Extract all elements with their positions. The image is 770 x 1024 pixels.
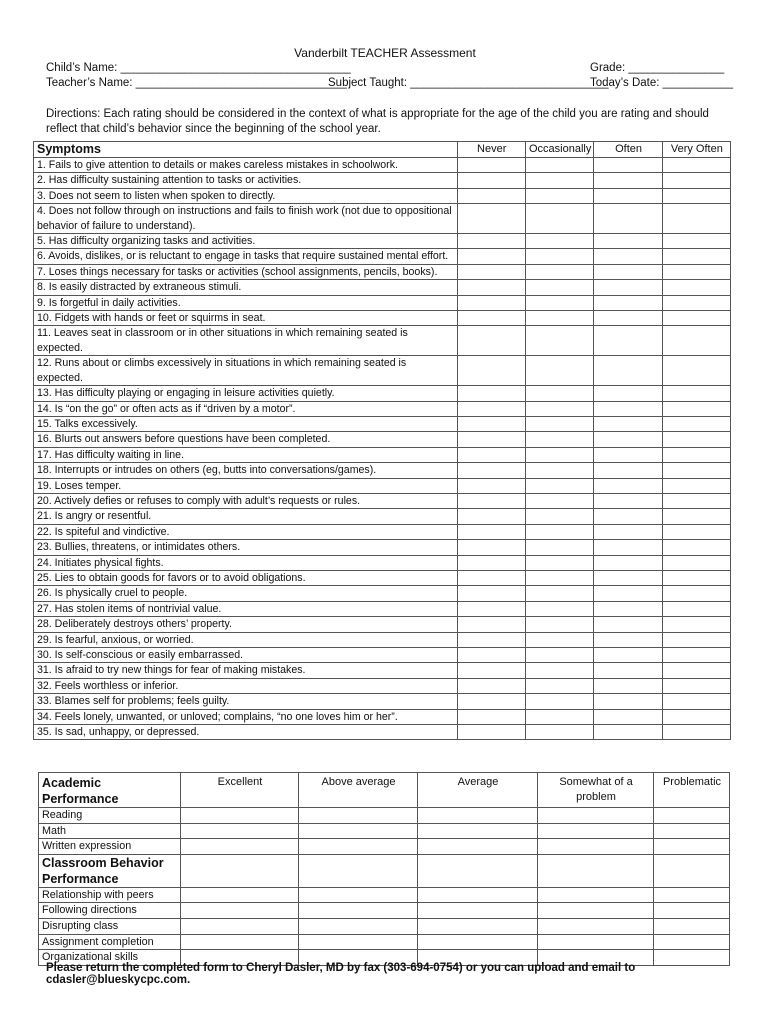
- rating-cell-very-often[interactable]: [662, 648, 730, 663]
- rating-cell-often[interactable]: [594, 725, 662, 740]
- rating-cell-occasionally[interactable]: [525, 249, 594, 264]
- symptom-label: 33. Blames self for problems; feels guilty.: [34, 694, 458, 709]
- rating-cell-often[interactable]: [594, 386, 662, 401]
- child-name-field[interactable]: Child’s Name: ____________________________________: [46, 62, 351, 74]
- rating-header-very-often: Very Often: [662, 142, 730, 158]
- section-empty-cell: [538, 854, 654, 887]
- behavior-item-label: Following directions: [39, 903, 181, 919]
- table-row: [34, 356, 731, 386]
- rating-cell-often[interactable]: [594, 601, 662, 616]
- symptom-label: 4. Does not follow through on instructions and fails to finish work (not due to oppositional behavior of failure to understand).: [34, 204, 458, 234]
- rating-cell-never[interactable]: [457, 311, 525, 326]
- rating-cell-often[interactable]: [594, 678, 662, 693]
- rating-cell-often[interactable]: [594, 570, 662, 585]
- table-row: [34, 401, 731, 416]
- rating-cell-above-average[interactable]: [299, 887, 418, 903]
- rating-cell-often[interactable]: [594, 663, 662, 678]
- rating-cell-never[interactable]: [457, 463, 525, 478]
- rating-cell-never[interactable]: [457, 570, 525, 585]
- rating-cell-never[interactable]: [457, 632, 525, 647]
- rating-cell-occasionally[interactable]: [525, 617, 594, 632]
- symptom-label: 2. Has difficulty sustaining attention to tasks or activities.: [34, 173, 458, 188]
- rating-cell-problematic[interactable]: [654, 903, 730, 919]
- table-row: [39, 808, 730, 824]
- rating-cell-somewhat-problem[interactable]: [538, 903, 654, 919]
- symptom-label: 31. Is afraid to try new things for fear of making mistakes.: [34, 663, 458, 678]
- rating-cell-above-average[interactable]: [299, 903, 418, 919]
- rating-cell-very-often[interactable]: [662, 386, 730, 401]
- rating-cell-occasionally[interactable]: [525, 311, 594, 326]
- rating-cell-somewhat-problem[interactable]: [538, 934, 654, 950]
- rating-cell-problematic[interactable]: [654, 934, 730, 950]
- rating-cell-often[interactable]: [594, 326, 662, 356]
- rating-cell-very-often[interactable]: [662, 540, 730, 555]
- rating-cell-average[interactable]: [418, 934, 538, 950]
- symptom-label: 18. Interrupts or intrudes on others (eg, butts into conversations/games).: [34, 463, 458, 478]
- rating-cell-very-often[interactable]: [662, 617, 730, 632]
- rating-cell-often[interactable]: [594, 280, 662, 295]
- rating-cell-very-often[interactable]: [662, 694, 730, 709]
- rating-cell-occasionally[interactable]: [525, 570, 594, 585]
- rating-cell-above-average[interactable]: [299, 808, 418, 824]
- rating-cell-often[interactable]: [594, 509, 662, 524]
- symptom-label: 8. Is easily distracted by extraneous stimuli.: [34, 280, 458, 295]
- rating-cell-occasionally[interactable]: [525, 386, 594, 401]
- rating-cell-occasionally[interactable]: [525, 663, 594, 678]
- rating-cell-above-average[interactable]: [299, 839, 418, 855]
- symptom-label: 10. Fidgets with hands or feet or squirms in seat.: [34, 311, 458, 326]
- table-row: [39, 934, 730, 950]
- rating-cell-often[interactable]: [594, 311, 662, 326]
- rating-cell-excellent[interactable]: [181, 823, 299, 839]
- rating-cell-excellent[interactable]: [181, 839, 299, 855]
- rating-cell-often[interactable]: [594, 234, 662, 249]
- table-row: [34, 493, 731, 508]
- behavior-item-label: Organizational skills: [39, 950, 181, 966]
- rating-cell-very-often[interactable]: [662, 725, 730, 740]
- table-row: [34, 311, 731, 326]
- rating-header-somewhat-problem: Somewhat of a problem: [538, 773, 654, 808]
- rating-cell-never[interactable]: [457, 188, 525, 203]
- table-row: [34, 524, 731, 539]
- symptom-label: 35. Is sad, unhappy, or depressed.: [34, 725, 458, 740]
- rating-cell-very-often[interactable]: [662, 173, 730, 188]
- rating-cell-often[interactable]: [594, 709, 662, 724]
- rating-cell-occasionally[interactable]: [525, 326, 594, 356]
- behavior-item-label: Relationship with peers: [39, 887, 181, 903]
- table-row: [34, 432, 731, 447]
- rating-cell-occasionally[interactable]: [525, 648, 594, 663]
- rating-cell-never[interactable]: [457, 524, 525, 539]
- rating-cell-very-often[interactable]: [662, 493, 730, 508]
- rating-cell-average[interactable]: [418, 839, 538, 855]
- table-row: [34, 173, 731, 188]
- rating-cell-never[interactable]: [457, 663, 525, 678]
- section-empty-cell: [299, 854, 418, 887]
- rating-cell-often[interactable]: [594, 694, 662, 709]
- rating-cell-often[interactable]: [594, 204, 662, 234]
- symptom-label: 23. Bullies, threatens, or intimidates others.: [34, 540, 458, 555]
- footer-instructions: Please return the completed form to Cheryl Dasler, MD by fax (303-694-0754) or you can upload and email to cdasler@blueskycpc.com.: [46, 962, 636, 986]
- table-row: [39, 823, 730, 839]
- rating-cell-never[interactable]: [457, 173, 525, 188]
- rating-cell-never[interactable]: [457, 447, 525, 462]
- rating-cell-problematic[interactable]: [654, 887, 730, 903]
- rating-cell-occasionally[interactable]: [525, 264, 594, 279]
- section-empty-cell: [654, 854, 730, 887]
- symptom-label: 24. Initiates physical fights.: [34, 555, 458, 570]
- rating-cell-problematic[interactable]: [654, 808, 730, 824]
- rating-cell-excellent[interactable]: [181, 903, 299, 919]
- rating-cell-average[interactable]: [418, 903, 538, 919]
- rating-cell-somewhat-problem[interactable]: [538, 808, 654, 824]
- date-field[interactable]: Today’s Date: ___________: [590, 77, 734, 89]
- rating-cell-never[interactable]: [457, 509, 525, 524]
- rating-cell-very-often[interactable]: [662, 524, 730, 539]
- table-row: [34, 326, 731, 356]
- academic-performance-header: Academic Performance: [39, 773, 181, 808]
- table-row: [34, 648, 731, 663]
- symptom-label: 28. Deliberately destroys others’ property.: [34, 617, 458, 632]
- rating-header-above-average: Above average: [299, 773, 418, 808]
- table-row: [34, 694, 731, 709]
- rating-cell-very-often[interactable]: [662, 158, 730, 173]
- rating-cell-often[interactable]: [594, 447, 662, 462]
- symptom-label: 7. Loses things necessary for tasks or activities (school assignments, pencils, books).: [34, 264, 458, 279]
- rating-cell-often[interactable]: [594, 188, 662, 203]
- symptom-label: 1. Fails to give attention to details or makes careless mistakes in schoolwork.: [34, 158, 458, 173]
- form-title: Vanderbilt TEACHER Assessment: [294, 46, 476, 60]
- rating-cell-occasionally[interactable]: [525, 540, 594, 555]
- rating-cell-very-often[interactable]: [662, 326, 730, 356]
- rating-cell-often[interactable]: [594, 493, 662, 508]
- rating-cell-often[interactable]: [594, 463, 662, 478]
- symptom-label: 15. Talks excessively.: [34, 416, 458, 431]
- symptom-label: 13. Has difficulty playing or engaging in leisure activities quietly.: [34, 386, 458, 401]
- rating-cell-occasionally[interactable]: [525, 356, 594, 386]
- rating-cell-never[interactable]: [457, 493, 525, 508]
- rating-cell-very-often[interactable]: [662, 356, 730, 386]
- rating-cell-never[interactable]: [457, 555, 525, 570]
- rating-cell-very-often[interactable]: [662, 601, 730, 616]
- academic-item-label: Math: [39, 823, 181, 839]
- rating-header-problematic: Problematic: [654, 773, 730, 808]
- rating-cell-occasionally[interactable]: [525, 447, 594, 462]
- rating-cell-occasionally[interactable]: [525, 463, 594, 478]
- symptom-label: 14. Is “on the go” or often acts as if “driven by a motor”.: [34, 401, 458, 416]
- rating-cell-often[interactable]: [594, 555, 662, 570]
- section-empty-cell: [418, 854, 538, 887]
- symptom-label: 5. Has difficulty organizing tasks and activities.: [34, 234, 458, 249]
- symptom-label: 20. Actively defies or refuses to comply with adult’s requests or rules.: [34, 493, 458, 508]
- rating-cell-often[interactable]: [594, 432, 662, 447]
- rating-cell-occasionally[interactable]: [525, 295, 594, 310]
- rating-cell-occasionally[interactable]: [525, 678, 594, 693]
- rating-cell-never[interactable]: [457, 586, 525, 601]
- rating-cell-very-often[interactable]: [662, 432, 730, 447]
- rating-cell-somewhat-problem[interactable]: [538, 887, 654, 903]
- rating-cell-very-often[interactable]: [662, 463, 730, 478]
- rating-cell-never[interactable]: [457, 601, 525, 616]
- rating-cell-occasionally[interactable]: [525, 432, 594, 447]
- table-row: [39, 903, 730, 919]
- symptom-label: 19. Loses temper.: [34, 478, 458, 493]
- rating-cell-excellent[interactable]: [181, 808, 299, 824]
- rating-cell-often[interactable]: [594, 295, 662, 310]
- table-row: [34, 188, 731, 203]
- rating-cell-very-often[interactable]: [662, 249, 730, 264]
- rating-cell-often[interactable]: [594, 524, 662, 539]
- symptom-label: 30. Is self-conscious or easily embarrassed.: [34, 648, 458, 663]
- rating-cell-never[interactable]: [457, 401, 525, 416]
- rating-cell-occasionally[interactable]: [525, 632, 594, 647]
- symptom-label: 34. Feels lonely, unwanted, or unloved; complains, “no one loves him or her”.: [34, 709, 458, 724]
- academic-item-label: Written expression: [39, 839, 181, 855]
- rating-cell-occasionally[interactable]: [525, 173, 594, 188]
- rating-cell-somewhat-problem[interactable]: [538, 823, 654, 839]
- rating-cell-average[interactable]: [418, 918, 538, 934]
- table-row: [34, 463, 731, 478]
- rating-cell-occasionally[interactable]: [525, 709, 594, 724]
- table-row: [34, 264, 731, 279]
- symptom-label: 9. Is forgetful in daily activities.: [34, 295, 458, 310]
- symptom-label: 16. Blurts out answers before questions have been completed.: [34, 432, 458, 447]
- table-row: [34, 478, 731, 493]
- rating-cell-often[interactable]: [594, 632, 662, 647]
- table-row: [34, 158, 731, 173]
- table-row: [34, 570, 731, 585]
- behavior-item-label: Assignment completion: [39, 934, 181, 950]
- table-row: [34, 204, 731, 234]
- rating-cell-often[interactable]: [594, 158, 662, 173]
- rating-cell-occasionally[interactable]: [525, 416, 594, 431]
- rating-cell-often[interactable]: [594, 264, 662, 279]
- rating-cell-occasionally[interactable]: [525, 188, 594, 203]
- symptom-label: 25. Lies to obtain goods for favors or to avoid obligations.: [34, 570, 458, 585]
- rating-cell-problematic[interactable]: [654, 918, 730, 934]
- table-row: [34, 509, 731, 524]
- rating-cell-never[interactable]: [457, 678, 525, 693]
- rating-cell-often[interactable]: [594, 401, 662, 416]
- rating-cell-somewhat-problem[interactable]: [538, 839, 654, 855]
- rating-cell-occasionally[interactable]: [525, 401, 594, 416]
- rating-cell-excellent[interactable]: [181, 887, 299, 903]
- subject-field[interactable]: Subject Taught: _______________________________: [328, 77, 609, 89]
- table-row: [34, 617, 731, 632]
- teacher-name-field[interactable]: Teacher’s Name: _________________________________: [46, 77, 347, 89]
- rating-cell-very-often[interactable]: [662, 586, 730, 601]
- symptoms-table: [33, 141, 731, 740]
- rating-cell-very-often[interactable]: [662, 204, 730, 234]
- rating-cell-occasionally[interactable]: [525, 586, 594, 601]
- rating-cell-never[interactable]: [457, 204, 525, 234]
- table-row: [34, 280, 731, 295]
- table-row: [34, 416, 731, 431]
- rating-cell-problematic[interactable]: [654, 839, 730, 855]
- behavior-section-row: [39, 854, 730, 887]
- symptom-label: 6. Avoids, dislikes, or is reluctant to engage in tasks that require sustained mental effort.: [34, 249, 458, 264]
- performance-header-row: [39, 773, 730, 808]
- rating-cell-never[interactable]: [457, 249, 525, 264]
- rating-cell-often[interactable]: [594, 416, 662, 431]
- table-row: [34, 249, 731, 264]
- symptoms-header: Symptoms: [34, 142, 458, 158]
- symptom-label: 32. Feels worthless or inferior.: [34, 678, 458, 693]
- rating-header-never: Never: [457, 142, 525, 158]
- rating-cell-very-often[interactable]: [662, 311, 730, 326]
- rating-cell-above-average[interactable]: [299, 918, 418, 934]
- rating-cell-often[interactable]: [594, 478, 662, 493]
- performance-table: [38, 772, 730, 966]
- rating-cell-occasionally[interactable]: [525, 725, 594, 740]
- table-row: [34, 725, 731, 740]
- rating-cell-average[interactable]: [418, 823, 538, 839]
- rating-cell-never[interactable]: [457, 617, 525, 632]
- grade-field[interactable]: Grade: _______________: [590, 62, 725, 74]
- rating-cell-never[interactable]: [457, 326, 525, 356]
- rating-cell-excellent[interactable]: [181, 934, 299, 950]
- symptom-label: 21. Is angry or resentful.: [34, 509, 458, 524]
- rating-cell-occasionally[interactable]: [525, 234, 594, 249]
- rating-cell-occasionally[interactable]: [525, 601, 594, 616]
- rating-cell-very-often[interactable]: [662, 295, 730, 310]
- table-row: [34, 632, 731, 647]
- rating-cell-occasionally[interactable]: [525, 204, 594, 234]
- rating-cell-average[interactable]: [418, 887, 538, 903]
- symptom-label: 17. Has difficulty waiting in line.: [34, 447, 458, 462]
- rating-cell-often[interactable]: [594, 648, 662, 663]
- rating-cell-often[interactable]: [594, 249, 662, 264]
- table-row: [34, 601, 731, 616]
- rating-cell-never[interactable]: [457, 540, 525, 555]
- rating-cell-above-average[interactable]: [299, 823, 418, 839]
- symptom-label: 22. Is spiteful and vindictive.: [34, 524, 458, 539]
- academic-item-label: Reading: [39, 808, 181, 824]
- rating-header-occasionally: Occasionally: [525, 142, 594, 158]
- rating-cell-very-often[interactable]: [662, 570, 730, 585]
- rating-cell-average[interactable]: [418, 808, 538, 824]
- rating-cell-occasionally[interactable]: [525, 555, 594, 570]
- rating-cell-never[interactable]: [457, 295, 525, 310]
- table-row: [34, 295, 731, 310]
- rating-header-often: Often: [594, 142, 662, 158]
- rating-cell-often[interactable]: [594, 356, 662, 386]
- rating-cell-very-often[interactable]: [662, 416, 730, 431]
- rating-cell-never[interactable]: [457, 416, 525, 431]
- rating-cell-never[interactable]: [457, 280, 525, 295]
- rating-cell-very-often[interactable]: [662, 478, 730, 493]
- symptom-label: 11. Leaves seat in classroom or in other situations in which remaining seated is expected.: [34, 326, 458, 356]
- rating-cell-never[interactable]: [457, 478, 525, 493]
- rating-cell-occasionally[interactable]: [525, 478, 594, 493]
- table-row: [34, 386, 731, 401]
- rating-cell-often[interactable]: [594, 540, 662, 555]
- rating-cell-very-often[interactable]: [662, 678, 730, 693]
- rating-cell-occasionally[interactable]: [525, 493, 594, 508]
- table-row: [34, 586, 731, 601]
- rating-cell-very-often[interactable]: [662, 280, 730, 295]
- table-row: [34, 447, 731, 462]
- table-row: [34, 540, 731, 555]
- table-row: [34, 555, 731, 570]
- behavior-item-label: Disrupting class: [39, 918, 181, 934]
- symptom-label: 27. Has stolen items of nontrivial value.: [34, 601, 458, 616]
- rating-cell-never[interactable]: [457, 725, 525, 740]
- rating-cell-very-often[interactable]: [662, 555, 730, 570]
- rating-cell-never[interactable]: [457, 356, 525, 386]
- rating-cell-very-often[interactable]: [662, 234, 730, 249]
- rating-cell-occasionally[interactable]: [525, 158, 594, 173]
- rating-cell-never[interactable]: [457, 648, 525, 663]
- rating-cell-never[interactable]: [457, 234, 525, 249]
- table-row: [34, 678, 731, 693]
- rating-cell-very-often[interactable]: [662, 663, 730, 678]
- symptom-label: 3. Does not seem to listen when spoken to directly.: [34, 188, 458, 203]
- table-row: [39, 918, 730, 934]
- table-row: [39, 887, 730, 903]
- rating-cell-very-often[interactable]: [662, 509, 730, 524]
- rating-header-excellent: Excellent: [181, 773, 299, 808]
- rating-cell-often[interactable]: [594, 586, 662, 601]
- rating-cell-excellent[interactable]: [181, 918, 299, 934]
- rating-header-average: Average: [418, 773, 538, 808]
- symptom-label: 29. Is fearful, anxious, or worried.: [34, 632, 458, 647]
- rating-cell-occasionally[interactable]: [525, 280, 594, 295]
- rating-cell-very-often[interactable]: [662, 447, 730, 462]
- rating-cell-very-often[interactable]: [662, 264, 730, 279]
- table-row: [34, 709, 731, 724]
- rating-cell-often[interactable]: [594, 173, 662, 188]
- rating-cell-very-often[interactable]: [662, 632, 730, 647]
- symptoms-header-row: [34, 142, 731, 158]
- rating-cell-very-often[interactable]: [662, 709, 730, 724]
- section-empty-cell: [181, 854, 299, 887]
- rating-cell-occasionally[interactable]: [525, 509, 594, 524]
- rating-cell-occasionally[interactable]: [525, 694, 594, 709]
- rating-cell-problematic[interactable]: [654, 823, 730, 839]
- symptom-label: 12. Runs about or climbs excessively in situations in which remaining seated is expected.: [34, 356, 458, 386]
- rating-cell-above-average[interactable]: [299, 934, 418, 950]
- rating-cell-never[interactable]: [457, 264, 525, 279]
- rating-cell-often[interactable]: [594, 617, 662, 632]
- rating-cell-never[interactable]: [457, 709, 525, 724]
- rating-cell-occasionally[interactable]: [525, 524, 594, 539]
- table-row: [34, 234, 731, 249]
- rating-cell-never[interactable]: [457, 386, 525, 401]
- classroom-behavior-header: Classroom Behavior Performance: [39, 854, 181, 887]
- table-row: [39, 839, 730, 855]
- symptom-label: 26. Is physically cruel to people.: [34, 586, 458, 601]
- table-row: [34, 663, 731, 678]
- rating-cell-never[interactable]: [457, 694, 525, 709]
- rating-cell-never[interactable]: [457, 158, 525, 173]
- rating-cell-never[interactable]: [457, 432, 525, 447]
- rating-cell-somewhat-problem[interactable]: [538, 918, 654, 934]
- directions-text: Directions: Each rating should be considered in the context of what is appropriate for the age of the child you are rating and should reflect that child’s behavior since the beginning of the school year.: [46, 108, 709, 135]
- rating-cell-very-often[interactable]: [662, 401, 730, 416]
- rating-cell-very-often[interactable]: [662, 188, 730, 203]
